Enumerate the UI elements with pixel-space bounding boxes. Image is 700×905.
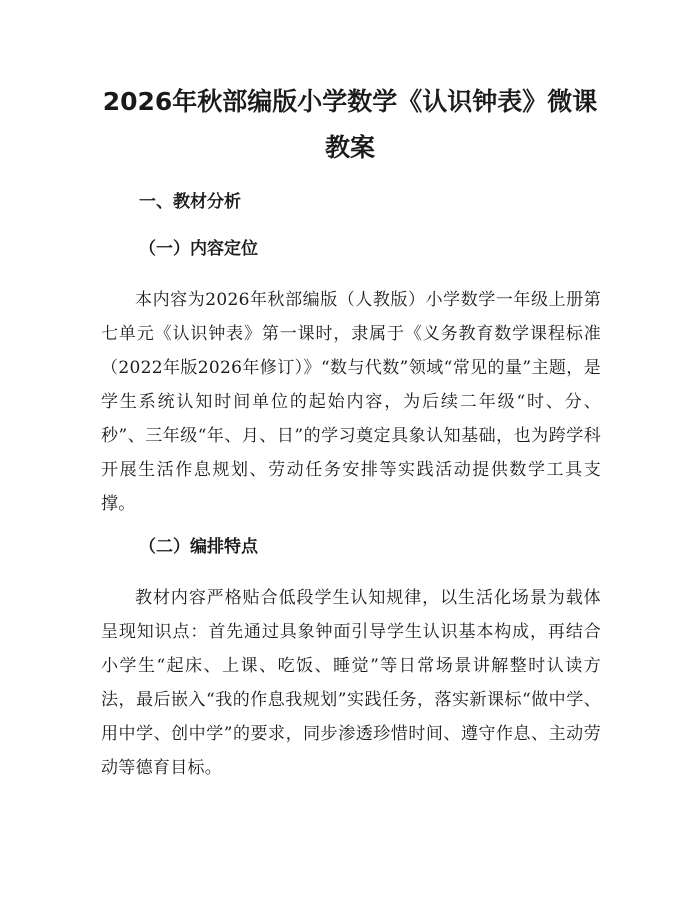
paragraph-layout-features: 教材内容严格贴合低段学生认知规律，以生活化场景为载体呈现知识点：首先通过具象钟面引导学生认识基本构成，再结合小学生“起床、上课、吃饭、睡觉”等日常场景讲解整时认读方法，最后嵌入“我的作息我规划”实践任务，落实新课标“做中学、用中学、创中学”的要求，同步渗透珍惜时间、遵守作息、主动劳动等德育目标。 (101, 588, 601, 778)
document-title-line-2: 教案 (324, 133, 375, 162)
subsection-heading-content-positioning: （一）内容定位 (139, 239, 258, 259)
document-title-line-1: 2026年秋部编版小学数学《认识钟表》微课 (102, 87, 598, 116)
subsection-heading-layout-features: （二）编排特点 (139, 537, 258, 557)
paragraph-content-positioning: 本内容为2026年秋部编版（人教版）小学数学一年级上册第七单元《认识钟表》第一课时，隶属于《义务教育数学课程标准（2022年版2026年修订）》“数与代数”领域“常见的量”主题，是学生系统认知时间单位的起始内容，为后续二年级“时、分、秒”、三年级“年、月、日”的学习奠定具象认知基础，也为跨学科开展生活作息规划、劳动任务安排等实践活动提供数学工具支撑。 (101, 290, 601, 514)
section-heading-textbook-analysis: 一、教材分析 (139, 192, 241, 212)
